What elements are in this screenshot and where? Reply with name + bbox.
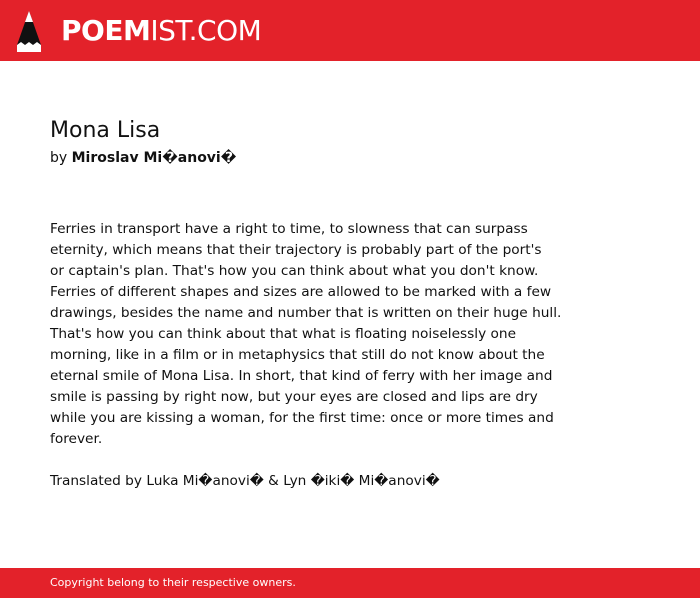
poem-line: Ferries in transport have a right to time, to slowness that can surpass [50,221,528,237]
by-label: by [50,150,68,166]
logo-bold-part: POEM [61,14,151,47]
poem-line: That's how you can think about that what is floating noiselessly one [50,326,516,342]
site-logo-text [61,14,262,47]
poem-line: forever. [50,431,103,447]
copyright-notice: Copyright belong to their respective owners. [50,576,296,589]
author-name: Miroslav Mi�anovi� [71,150,237,166]
pencil-tip-icon [16,9,42,53]
poem-header [50,118,570,168]
poem-line: eternity, which means that their trajectory is probably part of the port's [50,242,542,258]
poem-body [50,219,570,492]
site-logo-link[interactable] [16,8,261,54]
poem-line: or captain's plan. That's how you can think about what you don't know. [50,263,539,279]
poem-line: drawings, besides the name and number that is written on their huge hull. [50,305,562,321]
poem-line: eternal smile of Mona Lisa. In short, that kind of ferry with her image and [50,368,553,384]
poem-line: smile is passing by right now, but your eyes are closed and lips are dry [50,389,538,405]
site-footer [0,568,700,598]
poem-line: Ferries of different shapes and sizes are allowed to be marked with a few [50,284,552,300]
byline [50,148,570,168]
poem-title: Mona Lisa [50,118,161,143]
translation-credit: Translated by Luka Mi�anovi� & Lyn �iki� Mi�anovi� [50,473,440,489]
site-header [0,0,700,61]
poem-line: morning, like in a film or in metaphysics that still do not know about the [50,347,545,363]
logo-light-part: IST.COM [150,14,262,47]
poem-line: while you are kissing a woman, for the first time: once or more times and [50,410,554,426]
